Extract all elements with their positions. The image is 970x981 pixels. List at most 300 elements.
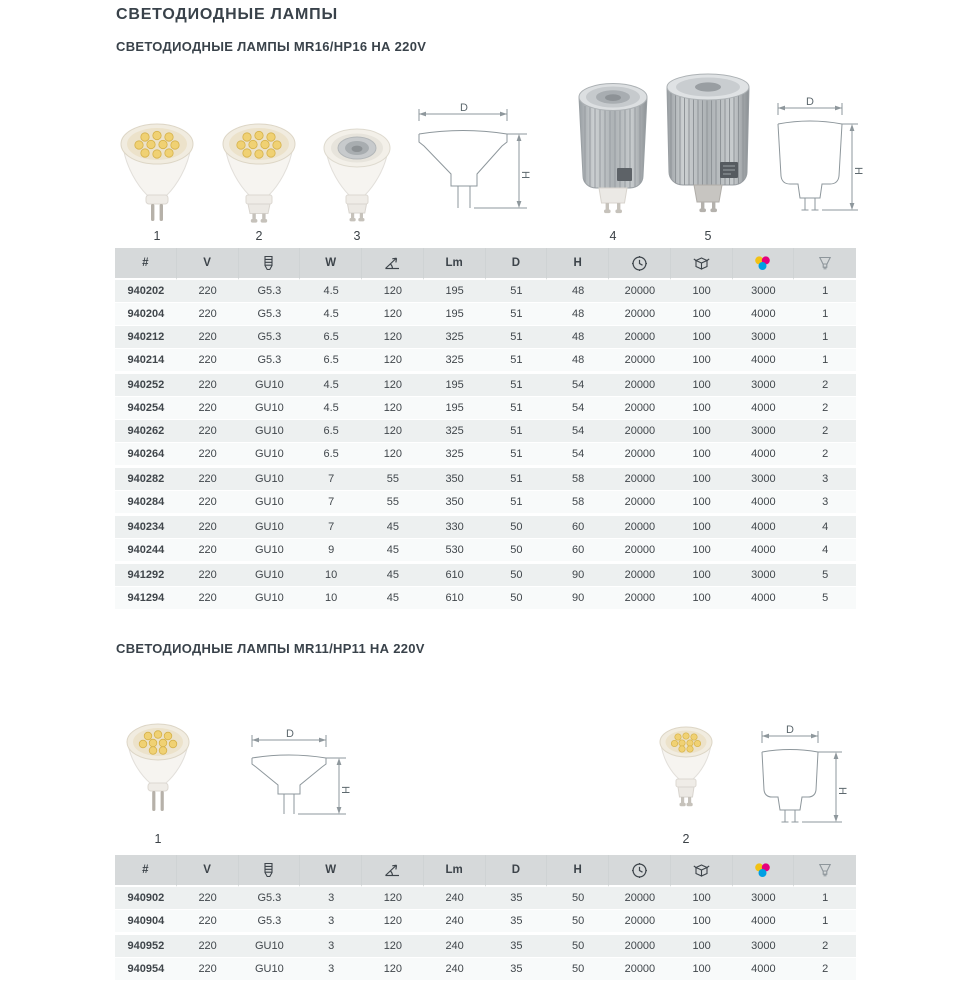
lamp-base-icon <box>261 255 276 272</box>
spec-cell: 3000 <box>733 466 795 491</box>
beam-angle-icon <box>383 255 401 271</box>
spec-cell: 100 <box>671 539 733 562</box>
col-header-voltage <box>177 248 239 280</box>
spec-cell: 220 <box>177 466 239 491</box>
lifetime-clock-icon <box>631 862 648 879</box>
spec-cell: 20000 <box>609 349 671 372</box>
spec-cell: GU10 <box>239 420 301 443</box>
spec-cell: 4000 <box>733 514 795 539</box>
spec-cell: 120 <box>362 910 424 933</box>
table-row <box>115 349 856 372</box>
spec-cell: 100 <box>671 587 733 610</box>
col-header-voltage <box>177 855 239 887</box>
dimension-diagram-mr16 <box>405 102 535 220</box>
spec-cell: 4 <box>794 514 856 539</box>
spec-cell: 20000 <box>609 491 671 514</box>
spec-cell: 100 <box>671 280 733 303</box>
spec-cell: 51 <box>486 466 548 491</box>
spec-cell: 195 <box>424 372 486 397</box>
spec-cell: 2 <box>794 372 856 397</box>
spec-cell: 51 <box>486 491 548 514</box>
spec-cell: 7 <box>300 491 362 514</box>
spec-cell: 325 <box>424 420 486 443</box>
spec-cell: 9 <box>300 539 362 562</box>
table-row <box>115 514 856 539</box>
col-header-lifetime <box>609 248 671 280</box>
spec-cell: 3 <box>300 933 362 958</box>
spec-cell: 60 <box>547 539 609 562</box>
spec-cell: 350 <box>424 466 486 491</box>
spec-cell: 48 <box>547 326 609 349</box>
spec-cell: 35 <box>486 910 548 933</box>
spec-cell: 1 <box>794 349 856 372</box>
spec-cell: 3 <box>300 958 362 981</box>
spec-cell: 100 <box>671 562 733 587</box>
spec-cell: 20000 <box>609 303 671 326</box>
article-header-label: # <box>142 257 149 269</box>
spec-cell: 120 <box>362 349 424 372</box>
article-cell: 940212 <box>115 326 177 349</box>
lamp-number: 2 <box>682 832 690 846</box>
lamp-number: 2 <box>255 229 263 243</box>
spec-cell: 54 <box>547 420 609 443</box>
lamp-photo-alu-gu10 <box>572 80 654 220</box>
spec-cell: 220 <box>177 303 239 326</box>
spec-cell: 4000 <box>733 349 795 372</box>
article-cell: 940234 <box>115 514 177 539</box>
spec-cell: 220 <box>177 587 239 610</box>
table-header <box>115 248 856 280</box>
spec-cell: 20000 <box>609 280 671 303</box>
col-header-beam-angle <box>362 248 424 280</box>
spec-cell: 51 <box>486 280 548 303</box>
lumens-header-label: Lm <box>445 257 463 269</box>
spec-cell: 100 <box>671 443 733 466</box>
spec-cell: 3 <box>794 466 856 491</box>
spec-cell: 220 <box>177 372 239 397</box>
dim-label-h: H <box>836 787 848 795</box>
spec-cell: 240 <box>424 958 486 981</box>
spec-cell: 6.5 <box>300 349 362 372</box>
spec-cell: 220 <box>177 443 239 466</box>
table-body <box>115 280 856 610</box>
dimension-diagram-gu10 <box>768 96 864 220</box>
spec-cell: 48 <box>547 349 609 372</box>
spec-cell: G5.3 <box>239 326 301 349</box>
lamp-photo-mr16-gu10 <box>216 116 302 224</box>
spec-cell: 60 <box>547 514 609 539</box>
dim-label-h: H <box>519 171 531 179</box>
spec-cell: 48 <box>547 303 609 326</box>
spec-cell: 20000 <box>609 443 671 466</box>
table-header <box>115 855 856 887</box>
spec-cell: 120 <box>362 443 424 466</box>
spec-cell: GU10 <box>239 397 301 420</box>
section2-subtitle: СВЕТОДИОДНЫЕ ЛАМПЫ MR11/HP11 НА 220V <box>116 641 425 656</box>
dim-label-d: D <box>286 728 294 740</box>
spec-cell: 3 <box>794 491 856 514</box>
spec-cell: 220 <box>177 910 239 933</box>
spec-cell: 20000 <box>609 958 671 981</box>
spec-cell: 100 <box>671 326 733 349</box>
spec-cell: 3 <box>300 910 362 933</box>
spec-cell: 2 <box>794 397 856 420</box>
spec-cell: 1 <box>794 887 856 910</box>
spec-cell: 3000 <box>733 420 795 443</box>
spec-cell: 54 <box>547 443 609 466</box>
spec-cell: 35 <box>486 933 548 958</box>
spec-cell: 20000 <box>609 420 671 443</box>
spec-cell: 55 <box>362 466 424 491</box>
spec-cell: 220 <box>177 326 239 349</box>
col-header-power <box>300 855 362 887</box>
spec-cell: 100 <box>671 466 733 491</box>
spec-cell: 4000 <box>733 587 795 610</box>
spec-cell: 3000 <box>733 372 795 397</box>
spec-cell: 120 <box>362 958 424 981</box>
table-body <box>115 887 856 981</box>
lamp-number: 5 <box>704 229 712 243</box>
spec-cell: 90 <box>547 562 609 587</box>
spec-cell: 220 <box>177 562 239 587</box>
table-row <box>115 933 856 958</box>
diameter-header-label: D <box>511 864 521 876</box>
spec-cell: GU10 <box>239 443 301 466</box>
article-cell: 940952 <box>115 933 177 958</box>
spec-cell: 220 <box>177 958 239 981</box>
spec-cell: GU10 <box>239 958 301 981</box>
spec-cell: 5 <box>794 562 856 587</box>
spec-cell: 240 <box>424 910 486 933</box>
spec-cell: 51 <box>486 326 548 349</box>
spec-cell: 4 <box>794 539 856 562</box>
col-header-article <box>115 855 177 887</box>
spec-cell: 20000 <box>609 587 671 610</box>
spec-cell: G5.3 <box>239 303 301 326</box>
lamp-photo-mr16-g53 <box>114 116 200 224</box>
spec-cell: 100 <box>671 397 733 420</box>
col-header-diameter <box>486 248 548 280</box>
spec-cell: 2 <box>794 933 856 958</box>
spec-cell: 220 <box>177 539 239 562</box>
table-row <box>115 587 856 610</box>
spec-cell: 20000 <box>609 397 671 420</box>
spec-cell: 4000 <box>733 958 795 981</box>
spec-cell: 3000 <box>733 326 795 349</box>
lamp-number: 1 <box>153 229 161 243</box>
spec-cell: 3000 <box>733 562 795 587</box>
spec-cell: 48 <box>547 280 609 303</box>
spec-cell: 325 <box>424 443 486 466</box>
spec-cell: 100 <box>671 514 733 539</box>
voltage-header-label: V <box>203 257 211 269</box>
lamp-number: 1 <box>154 832 162 846</box>
col-header-package <box>671 855 733 887</box>
spec-cell: 4000 <box>733 443 795 466</box>
spec-cell: 90 <box>547 587 609 610</box>
spec-table-mr16 <box>115 248 856 610</box>
spec-cell: 20000 <box>609 910 671 933</box>
spec-cell: 2 <box>794 443 856 466</box>
article-cell: 940204 <box>115 303 177 326</box>
spec-cell: 58 <box>547 466 609 491</box>
spec-cell: 4000 <box>733 397 795 420</box>
spec-cell: 100 <box>671 887 733 910</box>
spec-cell: 1 <box>794 280 856 303</box>
spec-cell: GU10 <box>239 539 301 562</box>
height-header-label: H <box>573 864 582 876</box>
spec-cell: 1 <box>794 303 856 326</box>
spec-cell: 100 <box>671 349 733 372</box>
spec-cell: 35 <box>486 887 548 910</box>
spec-cell: 120 <box>362 420 424 443</box>
lamp-photo-mr11-gu10 <box>650 718 722 818</box>
spec-cell: 3000 <box>733 887 795 910</box>
lamp-photo-alu-finned-gu10 <box>660 72 756 218</box>
spec-cell: 7 <box>300 514 362 539</box>
spec-cell: GU10 <box>239 587 301 610</box>
spec-cell: 100 <box>671 491 733 514</box>
lumens-header-label: Lm <box>445 864 463 876</box>
article-cell: 940262 <box>115 420 177 443</box>
spec-cell: 325 <box>424 326 486 349</box>
dim-label-d: D <box>786 724 794 736</box>
col-header-height <box>547 855 609 887</box>
header-row <box>115 248 856 280</box>
spec-cell: 50 <box>486 539 548 562</box>
spec-cell: G5.3 <box>239 349 301 372</box>
spec-cell: 35 <box>486 958 548 981</box>
spec-cell: 45 <box>362 562 424 587</box>
article-cell: 941292 <box>115 562 177 587</box>
spec-cell: 240 <box>424 933 486 958</box>
table-row <box>115 910 856 933</box>
article-cell: 940214 <box>115 349 177 372</box>
spec-cell: 120 <box>362 303 424 326</box>
col-header-base <box>239 855 301 887</box>
table-row <box>115 326 856 349</box>
article-cell: 940282 <box>115 466 177 491</box>
lamp-model-icon <box>817 862 833 878</box>
article-cell: 940902 <box>115 887 177 910</box>
spec-cell: 20000 <box>609 933 671 958</box>
lamp-base-icon <box>261 862 276 879</box>
spec-cell: 10 <box>300 562 362 587</box>
col-header-diameter <box>486 855 548 887</box>
spec-cell: 51 <box>486 443 548 466</box>
article-header-label: # <box>142 864 149 876</box>
section1-subtitle: СВЕТОДИОДНЫЕ ЛАМПЫ MR16/HP16 НА 220V <box>116 39 427 54</box>
spec-cell: 100 <box>671 933 733 958</box>
spec-cell: 58 <box>547 491 609 514</box>
spec-cell: 4.5 <box>300 397 362 420</box>
spec-cell: 6.5 <box>300 326 362 349</box>
col-header-height <box>547 248 609 280</box>
article-cell: 940244 <box>115 539 177 562</box>
spec-cell: 50 <box>547 958 609 981</box>
spec-cell: 120 <box>362 887 424 910</box>
spec-cell: 100 <box>671 910 733 933</box>
spec-table-mr11 <box>115 855 856 981</box>
spec-cell: 50 <box>486 562 548 587</box>
spec-cell: 4000 <box>733 539 795 562</box>
spec-cell: 54 <box>547 397 609 420</box>
col-header-color-temp <box>733 248 795 280</box>
dimension-diagram-mr11 <box>240 728 360 832</box>
spec-cell: 220 <box>177 887 239 910</box>
dim-label-h: H <box>339 786 351 794</box>
lamp-number: 4 <box>609 229 617 243</box>
spec-cell: 45 <box>362 587 424 610</box>
col-header-lifetime <box>609 855 671 887</box>
col-header-lumens <box>424 248 486 280</box>
spec-cell: 50 <box>486 514 548 539</box>
spec-cell: 610 <box>424 562 486 587</box>
article-cell: 941294 <box>115 587 177 610</box>
spec-cell: 54 <box>547 372 609 397</box>
col-header-article <box>115 248 177 280</box>
spec-cell: 20000 <box>609 326 671 349</box>
spec-cell: 330 <box>424 514 486 539</box>
spec-cell: 120 <box>362 397 424 420</box>
spec-cell: 220 <box>177 280 239 303</box>
color-temperature-icon <box>753 255 772 271</box>
table-row <box>115 887 856 910</box>
article-cell: 940252 <box>115 372 177 397</box>
header-row <box>115 855 856 887</box>
spec-cell: 51 <box>486 372 548 397</box>
spec-cell: GU10 <box>239 491 301 514</box>
spec-cell: 51 <box>486 397 548 420</box>
spec-cell: 50 <box>486 587 548 610</box>
spec-cell: GU10 <box>239 372 301 397</box>
spec-cell: 55 <box>362 491 424 514</box>
table-row <box>115 466 856 491</box>
article-cell: 940904 <box>115 910 177 933</box>
lamp-model-icon <box>817 255 833 271</box>
spec-cell: 45 <box>362 514 424 539</box>
spec-cell: 4000 <box>733 303 795 326</box>
col-header-beam-angle <box>362 855 424 887</box>
spec-cell: 2 <box>794 420 856 443</box>
spec-cell: G5.3 <box>239 280 301 303</box>
spec-cell: 220 <box>177 397 239 420</box>
spec-cell: 4.5 <box>300 372 362 397</box>
color-temperature-icon <box>753 862 772 878</box>
spec-cell: 195 <box>424 397 486 420</box>
dim-label-d: D <box>460 102 468 114</box>
spec-cell: 1 <box>794 326 856 349</box>
spec-cell: 20000 <box>609 887 671 910</box>
spec-cell: G5.3 <box>239 910 301 933</box>
spec-cell: 120 <box>362 280 424 303</box>
spec-cell: 100 <box>671 420 733 443</box>
voltage-header-label: V <box>203 864 211 876</box>
lamp-number: 3 <box>353 229 361 243</box>
spec-cell: 220 <box>177 349 239 372</box>
table-row <box>115 443 856 466</box>
spec-cell: 1 <box>794 910 856 933</box>
spec-cell: GU10 <box>239 933 301 958</box>
spec-cell: G5.3 <box>239 887 301 910</box>
col-header-model <box>794 248 856 280</box>
spec-cell: GU10 <box>239 514 301 539</box>
spec-cell: 3000 <box>733 280 795 303</box>
lamp-photo-gu10-lens <box>316 120 398 226</box>
spec-cell: 20000 <box>609 514 671 539</box>
power-header-label: W <box>325 864 337 876</box>
spec-cell: 220 <box>177 933 239 958</box>
spec-cell: 100 <box>671 372 733 397</box>
spec-cell: 6.5 <box>300 420 362 443</box>
spec-cell: 20000 <box>609 466 671 491</box>
beam-angle-icon <box>383 862 401 878</box>
spec-cell: 20000 <box>609 562 671 587</box>
spec-cell: 4.5 <box>300 280 362 303</box>
spec-cell: 4000 <box>733 491 795 514</box>
col-header-model <box>794 855 856 887</box>
table-row <box>115 562 856 587</box>
spec-cell: 51 <box>486 303 548 326</box>
page-title: СВЕТОДИОДНЫЕ ЛАМПЫ <box>116 6 338 23</box>
table-row <box>115 491 856 514</box>
table-row <box>115 397 856 420</box>
spec-cell: 7 <box>300 466 362 491</box>
article-cell: 940954 <box>115 958 177 981</box>
spec-cell: 51 <box>486 349 548 372</box>
spec-cell: 3 <box>300 887 362 910</box>
spec-cell: 120 <box>362 372 424 397</box>
table-row <box>115 372 856 397</box>
spec-cell: 240 <box>424 887 486 910</box>
spec-cell: 100 <box>671 958 733 981</box>
col-header-lumens <box>424 855 486 887</box>
lifetime-clock-icon <box>631 255 648 272</box>
spec-cell: 610 <box>424 587 486 610</box>
spec-cell: 50 <box>547 887 609 910</box>
article-cell: 940264 <box>115 443 177 466</box>
spec-cell: 325 <box>424 349 486 372</box>
spec-cell: 45 <box>362 539 424 562</box>
spec-cell: 220 <box>177 420 239 443</box>
table-row <box>115 303 856 326</box>
spec-cell: 4.5 <box>300 303 362 326</box>
spec-cell: 5 <box>794 587 856 610</box>
article-cell: 940284 <box>115 491 177 514</box>
height-header-label: H <box>573 257 582 269</box>
spec-cell: 120 <box>362 933 424 958</box>
spec-cell: 20000 <box>609 539 671 562</box>
spec-cell: 20000 <box>609 372 671 397</box>
spec-cell: 4000 <box>733 910 795 933</box>
col-header-power <box>300 248 362 280</box>
package-box-icon <box>692 862 711 878</box>
spec-cell: 195 <box>424 303 486 326</box>
col-header-base <box>239 248 301 280</box>
spec-cell: 50 <box>547 910 609 933</box>
spec-cell: 220 <box>177 514 239 539</box>
article-cell: 940254 <box>115 397 177 420</box>
table-row <box>115 420 856 443</box>
dimension-diagram-mr11-gu10 <box>752 724 856 836</box>
col-header-color-temp <box>733 855 795 887</box>
col-header-package <box>671 248 733 280</box>
table-row <box>115 280 856 303</box>
spec-cell: 50 <box>547 933 609 958</box>
article-cell: 940202 <box>115 280 177 303</box>
spec-cell: 120 <box>362 326 424 349</box>
spec-cell: GU10 <box>239 466 301 491</box>
